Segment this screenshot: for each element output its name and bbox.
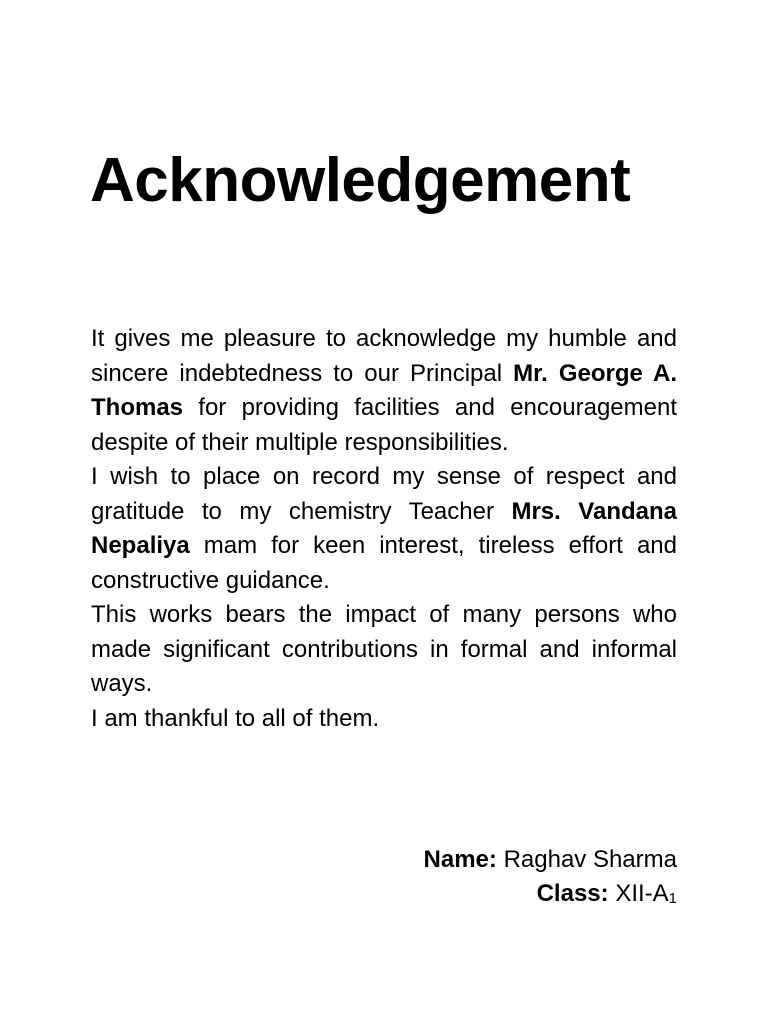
paragraph-text: I am thankful to all of them. <box>91 704 380 732</box>
paragraph-principal <box>91 322 677 460</box>
class-value: XII-A <box>615 880 669 907</box>
paragraph-text: It gives me pleasure to acknowledge my humble and sincere indebtedness to our Principal <box>91 325 677 387</box>
name-line <box>277 843 677 877</box>
class-label: Class: <box>536 880 609 907</box>
name-label: Name: <box>423 846 497 873</box>
paragraph-text: mam for keen interest, tireless effort and constructive guidance. <box>91 532 677 594</box>
paragraph-text: for providing facilities and encouragement despite of their multiple responsibilities. <box>91 394 677 456</box>
principal-name: Mr. George A. Thomas <box>91 359 677 421</box>
class-subscript: 1 <box>668 890 677 907</box>
class-line <box>277 877 677 916</box>
teacher-name: Mrs. Vandana Nepaliya <box>91 497 677 559</box>
signature-block <box>277 843 677 916</box>
page-title: Acknowledgement <box>90 146 631 215</box>
name-value: Raghav Sharma <box>503 846 677 873</box>
paragraph-contributors <box>91 598 677 702</box>
paragraph-thanks <box>91 702 677 737</box>
acknowledgement-body <box>91 322 677 736</box>
paragraph-text: This works bears the impact of many persons who made significant contributions in formal and informal ways. <box>91 601 677 697</box>
paragraph-text: I wish to place on record my sense of respect and gratitude to my chemistry Teacher <box>91 463 677 525</box>
paragraph-teacher <box>91 460 677 598</box>
